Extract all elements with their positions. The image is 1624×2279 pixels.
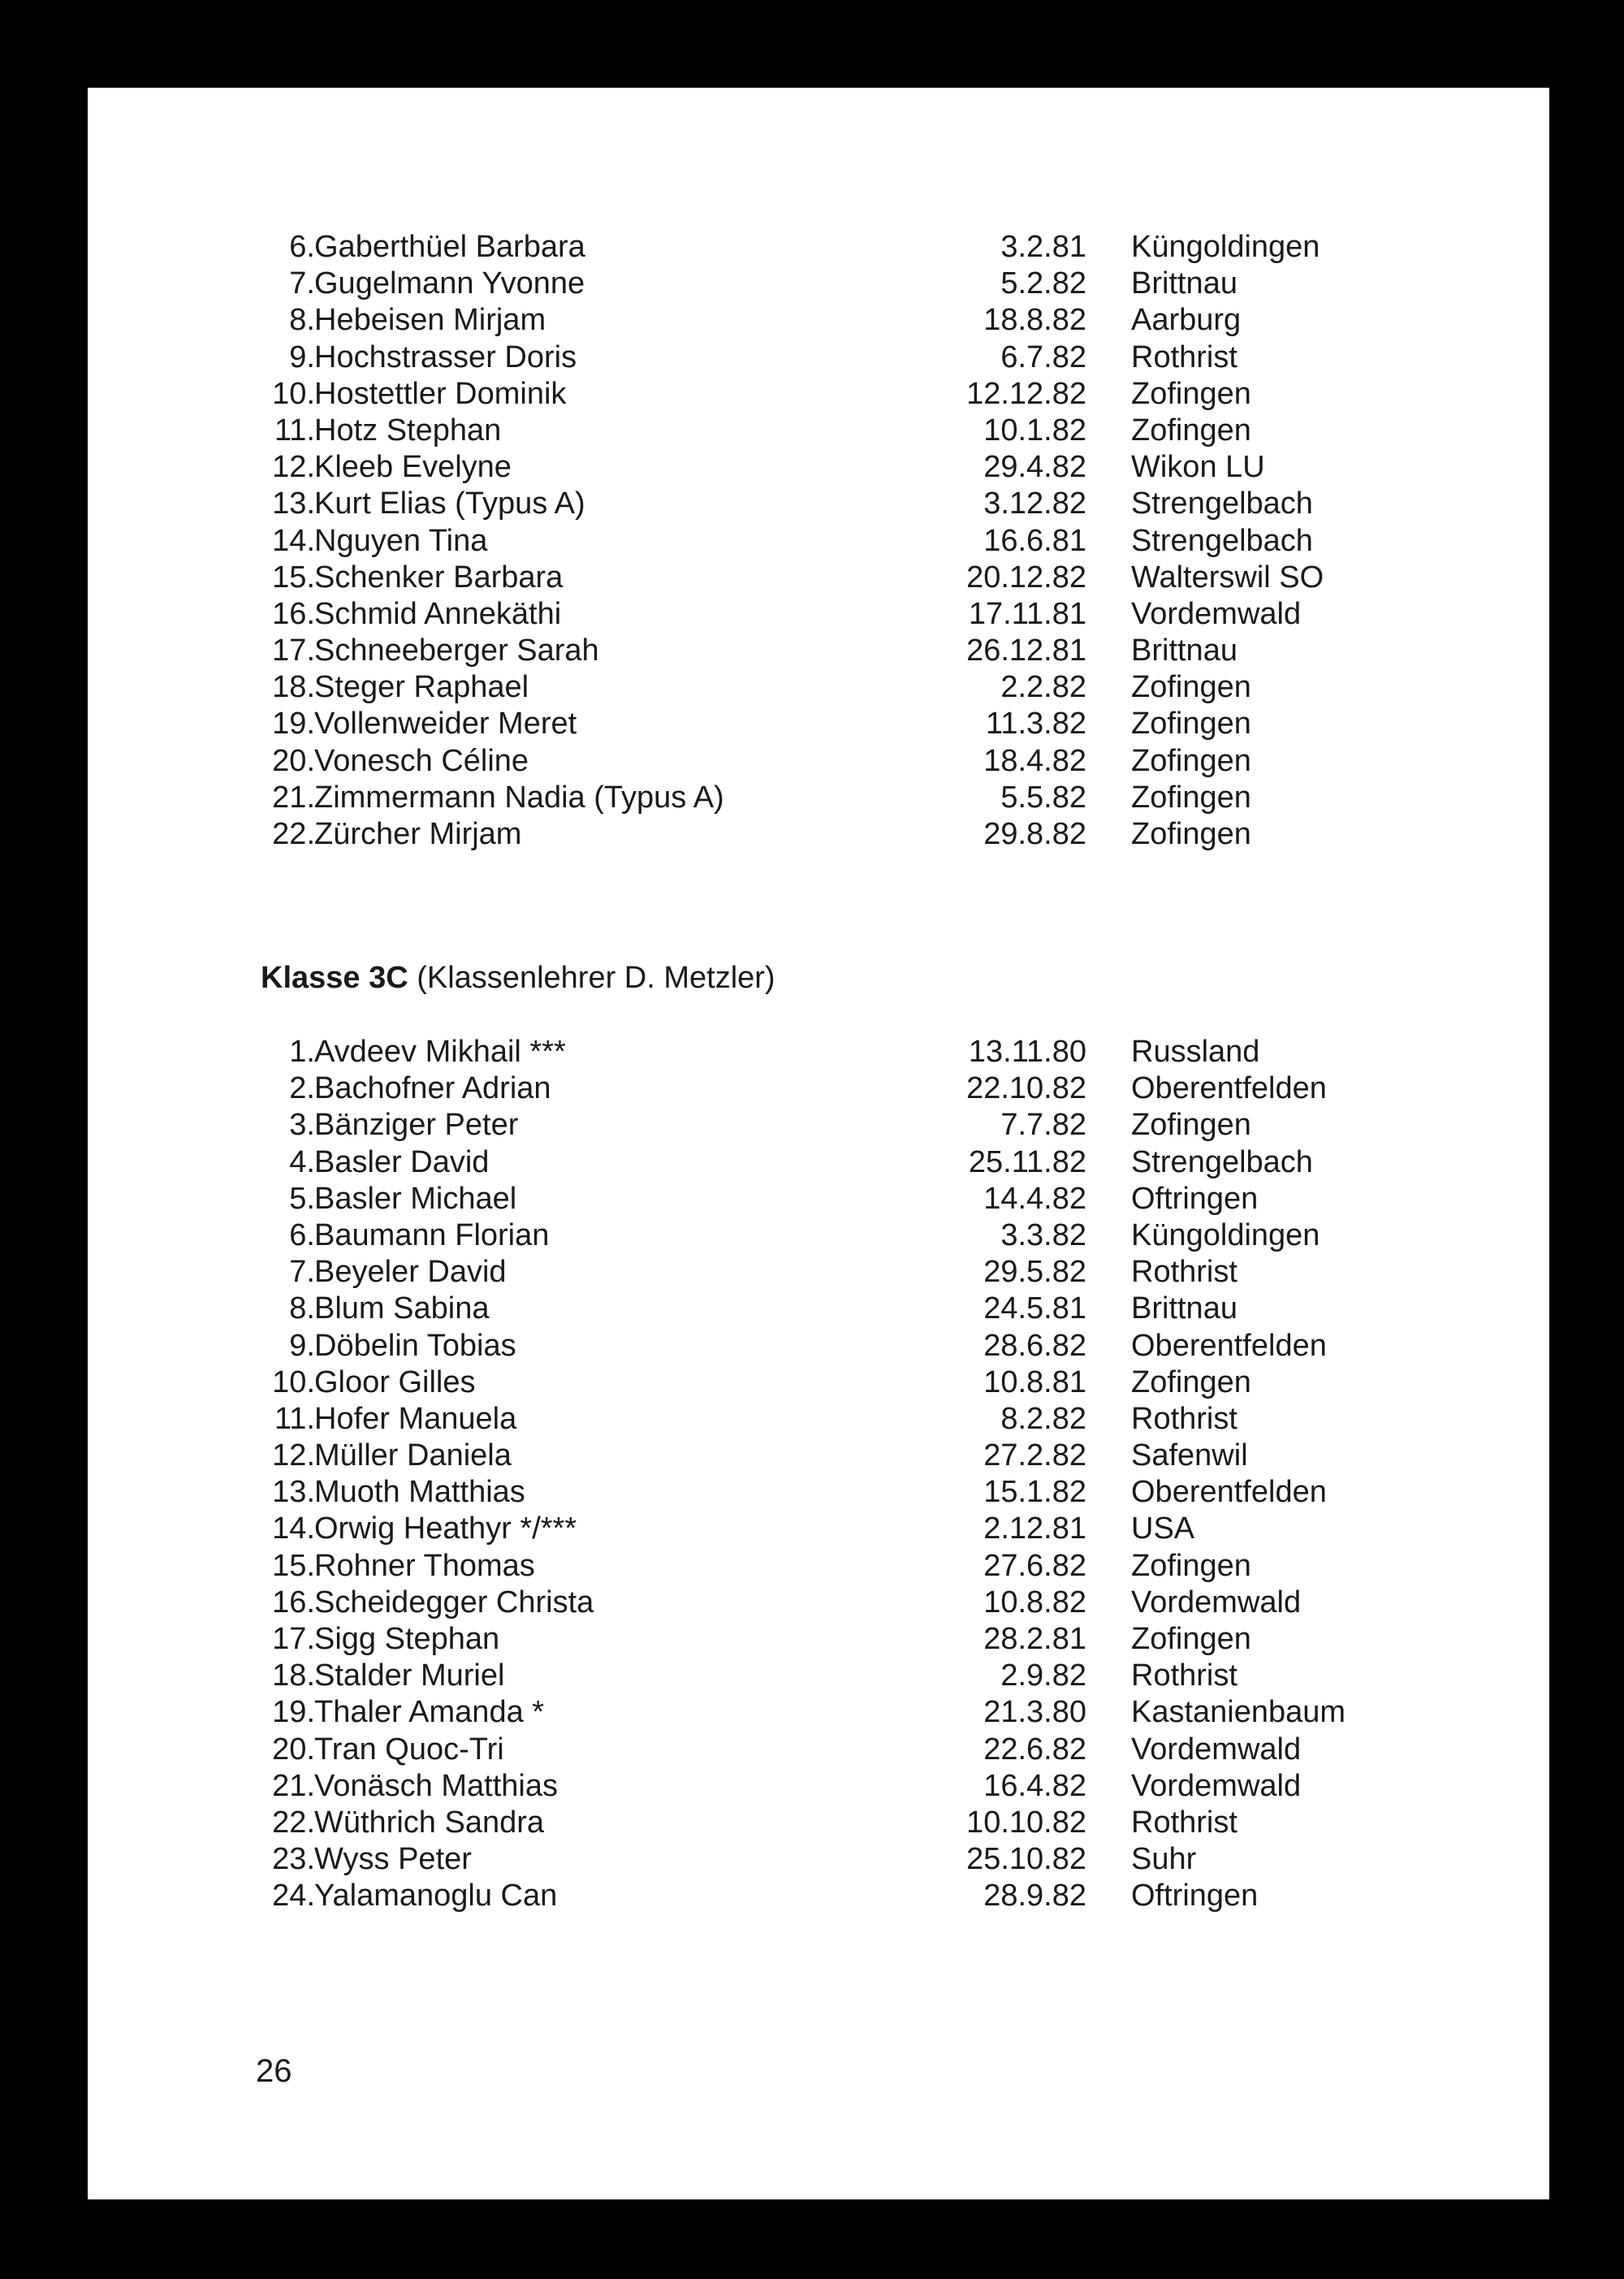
table-row	[88, 413, 1549, 449]
home-town: Aarburg	[1131, 303, 1242, 338]
birth-date: 15.1.82	[983, 1475, 1086, 1510]
row-number: 22.	[272, 1805, 315, 1840]
birth-date: 28.6.82	[983, 1328, 1086, 1363]
table-row	[88, 743, 1549, 780]
table-row	[88, 1511, 1549, 1547]
home-town: Zofingen	[1131, 1622, 1251, 1656]
birth-date: 27.2.82	[983, 1438, 1086, 1473]
student-name: Gaberthüel Barbara	[314, 230, 585, 264]
home-town: Strengelbach	[1131, 1144, 1313, 1179]
table-row	[88, 1254, 1549, 1291]
birth-date: 26.12.81	[966, 634, 1086, 668]
birth-date: 8.2.82	[1000, 1401, 1086, 1436]
student-name: Hotz Stephan	[314, 413, 502, 448]
student-name: Kleeb Evelyne	[314, 450, 512, 485]
row-number: 19.	[272, 1695, 315, 1730]
birth-date: 10.10.82	[966, 1805, 1086, 1840]
row-number: 11.	[274, 413, 315, 448]
birth-date: 2.12.81	[983, 1511, 1086, 1546]
table-row	[88, 1694, 1549, 1731]
home-town: USA	[1131, 1511, 1195, 1546]
birth-date: 5.5.82	[1000, 780, 1086, 815]
row-number: 10.	[272, 376, 315, 411]
home-town: Zofingen	[1131, 817, 1251, 851]
row-number: 13.	[272, 1475, 315, 1510]
row-number: 20.	[272, 1732, 315, 1767]
student-name: Bänziger Peter	[314, 1108, 519, 1143]
row-number: 19.	[272, 707, 315, 742]
table-row	[88, 376, 1549, 413]
table-row	[88, 1768, 1549, 1805]
table-row	[88, 1841, 1549, 1878]
birth-date: 25.10.82	[966, 1842, 1086, 1877]
row-number: 15.	[272, 1548, 315, 1583]
row-number: 14.	[272, 523, 315, 558]
home-town: Walterswil SO	[1131, 560, 1324, 595]
student-name: Orwig Heathyr */***	[314, 1511, 577, 1546]
row-number: 7.	[289, 1255, 315, 1290]
table-row	[88, 1070, 1549, 1107]
home-town: Strengelbach	[1131, 487, 1313, 521]
birth-date: 16.6.81	[983, 523, 1086, 558]
row-number: 7.	[289, 266, 315, 301]
row-number: 9.	[289, 339, 315, 374]
table-row	[88, 229, 1549, 266]
student-name: Wyss Peter	[314, 1842, 472, 1877]
student-name: Thaler Amanda *	[314, 1695, 545, 1730]
row-number: 10.	[272, 1364, 315, 1399]
birth-date: 11.3.82	[986, 707, 1086, 742]
birth-date: 29.8.82	[983, 817, 1086, 851]
birth-date: 18.4.82	[983, 743, 1086, 778]
birth-date: 22.10.82	[966, 1071, 1086, 1106]
table-row	[88, 449, 1549, 486]
document-page	[88, 88, 1549, 2199]
table-row	[88, 266, 1549, 302]
table-row	[88, 1401, 1549, 1438]
row-number: 24.	[272, 1879, 315, 1914]
birth-date: 3.2.81	[1000, 230, 1086, 264]
student-name: Baumann Florian	[314, 1217, 550, 1252]
birth-date: 12.12.82	[966, 376, 1086, 411]
student-name: Scheidegger Christa	[314, 1585, 594, 1620]
table-row	[88, 1805, 1549, 1841]
student-name: Stalder Muriel	[314, 1658, 505, 1693]
home-town: Oberentfelden	[1131, 1328, 1327, 1363]
table-row	[88, 1548, 1549, 1585]
row-number: 20.	[272, 743, 315, 778]
student-name: Zimmermann Nadia (Typus A)	[314, 780, 724, 815]
birth-date: 3.12.82	[983, 487, 1086, 521]
birth-date: 28.2.81	[983, 1622, 1086, 1656]
table-row	[88, 1034, 1549, 1070]
birth-date: 6.7.82	[1000, 339, 1086, 374]
table-row	[88, 1328, 1549, 1364]
student-name: Nguyen Tina	[314, 523, 488, 558]
row-number: 17.	[272, 634, 315, 668]
row-number: 16.	[272, 1585, 315, 1620]
home-town: Vordemwald	[1131, 1732, 1302, 1767]
student-name: Hochstrasser Doris	[314, 339, 577, 374]
row-number: 21.	[272, 1768, 315, 1803]
student-name: Yalamanoglu Can	[314, 1879, 558, 1914]
home-town: Zofingen	[1131, 376, 1251, 411]
home-town: Zofingen	[1131, 1548, 1251, 1583]
table-row	[88, 596, 1549, 633]
home-town: Küngoldingen	[1131, 230, 1320, 264]
row-number: 12.	[272, 450, 315, 485]
table-row	[88, 1291, 1549, 1327]
class-teacher: (Klassenlehrer D. Metzler)	[417, 961, 775, 995]
table-row	[88, 633, 1549, 669]
row-number: 6.	[289, 230, 315, 264]
page-number: 26	[256, 2053, 292, 2089]
home-town: Brittnau	[1131, 266, 1237, 301]
table-row	[88, 1438, 1549, 1474]
student-name: Hofer Manuela	[314, 1401, 517, 1436]
row-number: 18.	[272, 670, 315, 705]
student-name: Bachofner Adrian	[314, 1071, 551, 1106]
student-name: Vonäsch Matthias	[314, 1768, 558, 1803]
home-town: Vordemwald	[1131, 596, 1302, 631]
row-number: 18.	[272, 1658, 315, 1693]
birth-date: 22.6.82	[983, 1732, 1086, 1767]
student-name: Vollenweider Meret	[314, 707, 577, 742]
table-row	[88, 706, 1549, 742]
student-name: Schmid Annekäthi	[314, 596, 562, 631]
table-row	[88, 1732, 1549, 1768]
student-name: Basler David	[314, 1144, 490, 1179]
birth-date: 29.5.82	[983, 1255, 1086, 1290]
table-row	[88, 669, 1549, 706]
home-town: Zofingen	[1131, 413, 1251, 448]
birth-date: 21.3.80	[983, 1695, 1086, 1730]
home-town: Suhr	[1131, 1842, 1197, 1877]
row-number: 13.	[272, 487, 315, 521]
student-name: Vonesch Céline	[314, 743, 529, 778]
student-name: Steger Raphael	[314, 670, 529, 705]
table-row	[88, 1621, 1549, 1658]
birth-date: 25.11.82	[968, 1144, 1086, 1179]
home-town: Rothrist	[1131, 1805, 1237, 1840]
table-row	[88, 816, 1549, 853]
birth-date: 3.3.82	[1000, 1217, 1086, 1252]
table-row	[88, 1144, 1549, 1181]
birth-date: 10.8.82	[983, 1585, 1086, 1620]
row-number: 4.	[289, 1144, 315, 1179]
student-name: Basler Michael	[314, 1181, 517, 1216]
home-town: Rothrist	[1131, 1658, 1237, 1693]
student-name: Beyeler David	[314, 1255, 507, 1290]
row-number: 2.	[289, 1071, 315, 1106]
row-number: 14.	[272, 1511, 315, 1546]
birth-date: 20.12.82	[966, 560, 1086, 595]
home-town: Vordemwald	[1131, 1768, 1302, 1803]
student-name: Döbelin Tobias	[314, 1328, 516, 1363]
birth-date: 10.8.81	[983, 1364, 1086, 1399]
birth-date: 2.2.82	[1000, 670, 1086, 705]
student-list-3c	[88, 1034, 1549, 1915]
home-town: Brittnau	[1131, 1291, 1237, 1326]
row-number: 5.	[289, 1181, 315, 1216]
student-name: Sigg Stephan	[314, 1622, 500, 1656]
home-town: Oberentfelden	[1131, 1071, 1327, 1106]
table-row	[88, 486, 1549, 522]
home-town: Oberentfelden	[1131, 1475, 1327, 1510]
table-row	[88, 1217, 1549, 1254]
table-row	[88, 523, 1549, 560]
table-row	[88, 1658, 1549, 1694]
home-town: Brittnau	[1131, 634, 1237, 668]
home-town: Zofingen	[1131, 1108, 1251, 1143]
home-town: Rothrist	[1131, 339, 1237, 374]
home-town: Zofingen	[1131, 743, 1251, 778]
student-name: Hebeisen Mirjam	[314, 303, 546, 338]
student-name: Schneeberger Sarah	[314, 634, 599, 668]
row-number: 15.	[272, 560, 315, 595]
birth-date: 17.11.81	[968, 596, 1086, 631]
birth-date: 13.11.80	[968, 1035, 1086, 1069]
student-name: Hostettler Dominik	[314, 376, 567, 411]
student-name: Schenker Barbara	[314, 560, 564, 595]
home-town: Küngoldingen	[1131, 1217, 1320, 1252]
row-number: 21.	[272, 780, 315, 815]
home-town: Kastanienbaum	[1131, 1695, 1346, 1730]
student-name: Blum Sabina	[314, 1291, 490, 1326]
table-row	[88, 302, 1549, 339]
student-name: Avdeev Mikhail ***	[314, 1035, 566, 1069]
birth-date: 29.4.82	[983, 450, 1086, 485]
row-number: 1.	[289, 1035, 315, 1069]
home-town: Rothrist	[1131, 1255, 1237, 1290]
row-number: 6.	[289, 1217, 315, 1252]
home-town: Rothrist	[1131, 1401, 1237, 1436]
table-row	[88, 1474, 1549, 1511]
table-row	[88, 1181, 1549, 1217]
home-town: Zofingen	[1131, 780, 1251, 815]
table-row	[88, 339, 1549, 376]
row-number: 23.	[272, 1842, 315, 1877]
student-name: Müller Daniela	[314, 1438, 512, 1473]
row-number: 17.	[272, 1622, 315, 1656]
birth-date: 24.5.81	[983, 1291, 1086, 1326]
student-name: Zürcher Mirjam	[314, 817, 522, 851]
table-row	[88, 560, 1549, 596]
row-number: 16.	[272, 596, 315, 631]
birth-date: 16.4.82	[983, 1768, 1086, 1803]
table-row	[88, 1364, 1549, 1401]
home-town: Oftringen	[1131, 1181, 1259, 1216]
birth-date: 10.1.82	[983, 413, 1086, 448]
student-name: Wüthrich Sandra	[314, 1805, 545, 1840]
table-row	[88, 1107, 1549, 1144]
home-town: Russland	[1131, 1035, 1260, 1069]
student-name: Muoth Matthias	[314, 1475, 525, 1510]
row-number: 3.	[289, 1108, 315, 1143]
home-town: Safenwil	[1131, 1438, 1248, 1473]
student-list-continued	[88, 229, 1549, 853]
student-name: Tran Quoc-Tri	[314, 1732, 504, 1767]
row-number: 9.	[289, 1328, 315, 1363]
row-number: 22.	[272, 817, 315, 851]
birth-date: 5.2.82	[1000, 266, 1086, 301]
home-town: Strengelbach	[1131, 523, 1313, 558]
class-name: Klasse 3C	[261, 961, 408, 995]
row-number: 8.	[289, 303, 315, 338]
row-number: 8.	[289, 1291, 315, 1326]
class-heading	[261, 961, 775, 996]
home-town: Zofingen	[1131, 670, 1251, 705]
student-name: Rohner Thomas	[314, 1548, 535, 1583]
birth-date: 27.6.82	[983, 1548, 1086, 1583]
student-name: Gugelmann Yvonne	[314, 266, 585, 301]
table-row	[88, 1585, 1549, 1621]
birth-date: 7.7.82	[1000, 1108, 1086, 1143]
birth-date: 18.8.82	[983, 303, 1086, 338]
home-town: Zofingen	[1131, 707, 1251, 742]
table-row	[88, 1878, 1549, 1914]
student-name: Kurt Elias (Typus A)	[314, 487, 585, 521]
home-town: Oftringen	[1131, 1879, 1259, 1914]
row-number: 12.	[272, 1438, 315, 1473]
birth-date: 28.9.82	[983, 1879, 1086, 1914]
birth-date: 14.4.82	[983, 1181, 1086, 1216]
home-town: Vordemwald	[1131, 1585, 1302, 1620]
home-town: Wikon LU	[1131, 450, 1265, 485]
table-row	[88, 780, 1549, 816]
row-number: 11.	[274, 1401, 315, 1436]
home-town: Zofingen	[1131, 1364, 1251, 1399]
birth-date: 2.9.82	[1000, 1658, 1086, 1693]
student-name: Gloor Gilles	[314, 1364, 476, 1399]
